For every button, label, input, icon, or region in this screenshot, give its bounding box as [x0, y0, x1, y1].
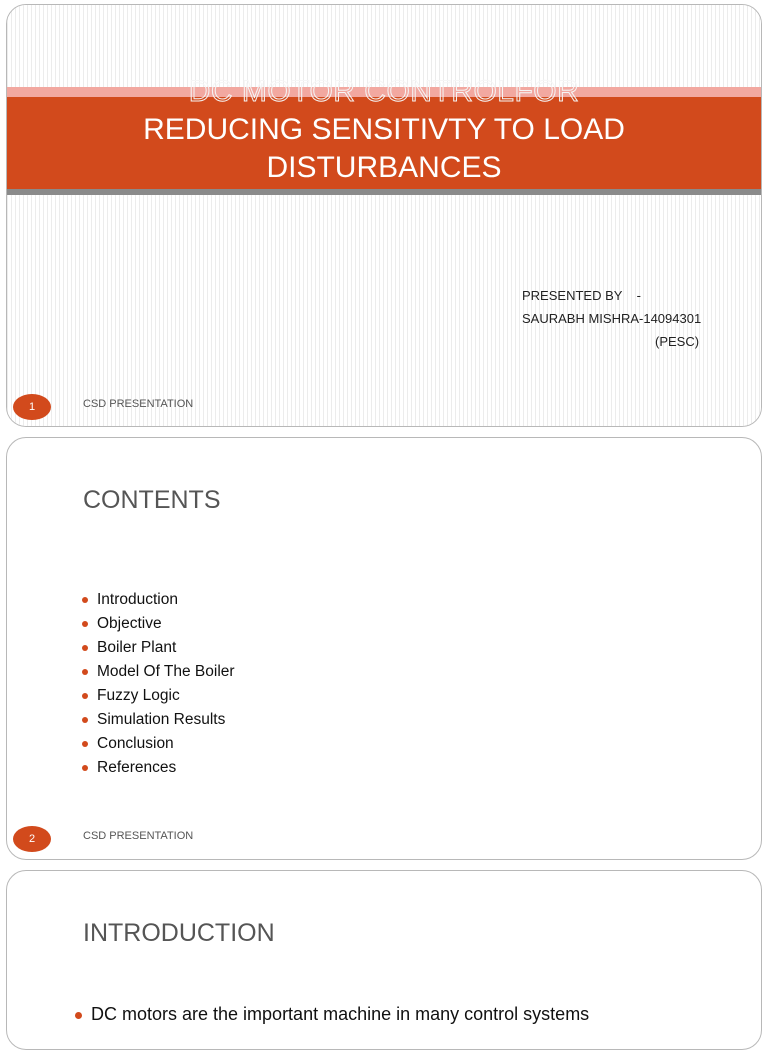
contents-list	[97, 590, 235, 782]
page-number-badge: 2	[13, 826, 51, 852]
list-item	[97, 638, 235, 662]
presented-by-label: PRESENTED BY -	[522, 288, 641, 303]
title-overflow-text: DC MOTOR CONTROLFOR	[188, 75, 580, 103]
slide-2	[6, 437, 762, 860]
bullet-icon	[82, 693, 88, 699]
bullet-icon	[82, 741, 88, 747]
title-line-1: REDUCING SENSITIVTY TO LOAD	[143, 113, 625, 146]
presenter-name: SAURABH MISHRA-14094301	[522, 311, 702, 326]
list-item-label: References	[97, 759, 177, 776]
bullet-icon	[82, 597, 88, 603]
list-item-label: Introduction	[97, 591, 178, 608]
footer-text: CSD PRESENTATION	[83, 398, 194, 410]
list-item-label: Boiler Plant	[97, 639, 177, 656]
list-item	[97, 614, 235, 638]
bullet-icon	[82, 717, 88, 723]
list-item-label: Model Of The Boiler	[97, 663, 235, 680]
bullet-icon	[75, 1012, 82, 1019]
list-item	[97, 734, 235, 758]
bullet-icon	[82, 669, 88, 675]
slide-background	[7, 5, 761, 426]
page-number-badge: 1	[13, 394, 51, 420]
list-item	[97, 662, 235, 686]
bullet-icon	[82, 621, 88, 627]
list-item	[97, 686, 235, 710]
list-item-label: Fuzzy Logic	[97, 687, 180, 704]
slide-heading: INTRODUCTION	[83, 919, 275, 947]
slide-3	[6, 870, 762, 1050]
footer-text: CSD PRESENTATION	[83, 830, 194, 842]
list-item	[91, 1004, 589, 1025]
slide-heading: CONTENTS	[83, 486, 221, 514]
divider-line	[7, 189, 761, 195]
title-line-2: DISTURBANCES	[266, 151, 502, 184]
list-item-label: Conclusion	[97, 735, 174, 752]
slide-title	[7, 111, 761, 187]
list-item-label: Simulation Results	[97, 711, 226, 728]
list-item-label: Objective	[97, 615, 162, 632]
list-item-label: DC motors are the important machine in many control systems	[91, 1004, 590, 1024]
bullet-icon	[82, 765, 88, 771]
presenter-department: (PESC)	[655, 334, 700, 349]
list-item	[97, 758, 235, 782]
slide-1	[6, 4, 762, 427]
list-item	[97, 710, 235, 734]
bullet-icon	[82, 645, 88, 651]
list-item	[97, 590, 235, 614]
